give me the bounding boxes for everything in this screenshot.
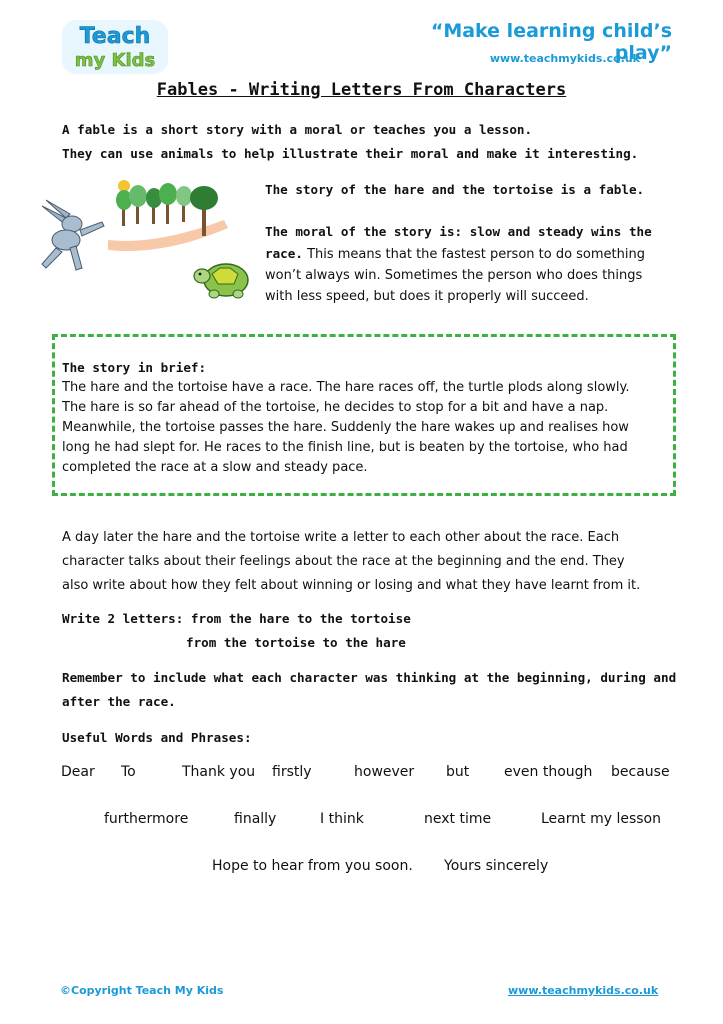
- word-chip: firstly: [272, 764, 312, 780]
- word-chip: Dear: [61, 764, 95, 780]
- paragraph-line: A day later the hare and the tortoise write a letter to each other about the race. Each: [62, 530, 620, 545]
- word-chip: finally: [234, 811, 277, 827]
- moral-line: with less speed, but does it properly will succeed.: [265, 289, 589, 304]
- letter-paragraph: [62, 526, 640, 598]
- teach-my-kids-logo: [60, 16, 170, 78]
- moral-line: won’t always win. Sometimes the person who does things: [265, 268, 643, 283]
- word-chip: next time: [424, 811, 492, 827]
- svg-text:Teach: Teach: [79, 24, 151, 49]
- remember-instructions: [62, 666, 676, 714]
- header-url: www.teachmykids.co.uk: [489, 52, 640, 65]
- word-chip: To: [121, 764, 136, 780]
- paragraph-line: character talks about their feelings about the race at the beginning and the end. They: [62, 554, 625, 569]
- brief-line: long he had slept for. He races to the finish line, but is beaten by the tortoise, who had: [62, 440, 628, 455]
- word-chip: but: [446, 764, 470, 780]
- story-brief-text: [62, 358, 630, 478]
- brief-line: The hare and the tortoise have a race. The hare races off, the turtle plods along slowly.: [62, 380, 630, 395]
- write-label: Write 2 letters:: [62, 611, 184, 626]
- footer-url-link[interactable]: www.teachmykids.co.uk: [508, 984, 659, 997]
- word-chip: however: [354, 764, 415, 780]
- brief-heading: The story in brief:: [62, 360, 207, 375]
- page-title: Fables - Writing Letters From Characters: [156, 80, 567, 100]
- word-chip: Yours sincerely: [444, 858, 549, 874]
- moral-rest: This means that the fastest person to do something: [307, 247, 645, 262]
- word-chip: because: [611, 764, 670, 780]
- tagline: “Make learning child’s play”: [430, 20, 672, 64]
- write-target-2: from the tortoise to the hare: [186, 635, 406, 650]
- intro: [62, 118, 638, 166]
- brief-line: completed the race at a slow and steady pace.: [62, 460, 368, 475]
- word-chip: furthermore: [104, 811, 189, 827]
- paragraph-line: also write about how they felt about winning or losing and what they have learnt from it.: [62, 578, 641, 593]
- remember-line: after the race.: [62, 694, 176, 709]
- moral-line-2: [265, 244, 685, 265]
- hare-icon: [42, 200, 104, 270]
- tortoise-icon: [190, 254, 254, 300]
- useful-words-heading: Useful Words and Phrases:: [62, 730, 252, 745]
- word-chip: I think: [320, 811, 364, 827]
- write-instructions: [62, 607, 411, 655]
- intro-line: A fable is a short story with a moral or teaches you a lesson.: [62, 122, 533, 137]
- word-chip: even though: [504, 764, 593, 780]
- word-chip: Learnt my lesson: [541, 811, 661, 827]
- remember-line: Remember to include what each character was thinking at the beginning, during and: [62, 670, 677, 685]
- brief-line: Meanwhile, the tortoise passes the hare. Suddenly the hare wakes up and realises how: [62, 420, 629, 435]
- trees-icon: [116, 183, 218, 236]
- intro-line: They can use animals to help illustrate their moral and make it interesting.: [62, 146, 639, 161]
- word-chip: Thank you: [182, 764, 256, 780]
- footer-copyright: ©Copyright Teach My Kids: [60, 984, 224, 997]
- word-chip: Hope to hear from you soon.: [212, 858, 413, 874]
- write-target-1: from the hare to the tortoise: [190, 611, 411, 626]
- moral-line: The moral of the story is: slow and steady wins the: [265, 224, 652, 239]
- brief-line: The hare is so far ahead of the tortoise, he decides to stop for a bit and have a nap.: [62, 400, 609, 415]
- fable-explanation: [265, 178, 685, 307]
- write-line-1: [62, 607, 411, 631]
- moral-race: race.: [265, 246, 303, 261]
- fable-line: The story of the hare and the tortoise is a fable.: [265, 182, 645, 197]
- svg-text:my Kids: my Kids: [74, 50, 156, 71]
